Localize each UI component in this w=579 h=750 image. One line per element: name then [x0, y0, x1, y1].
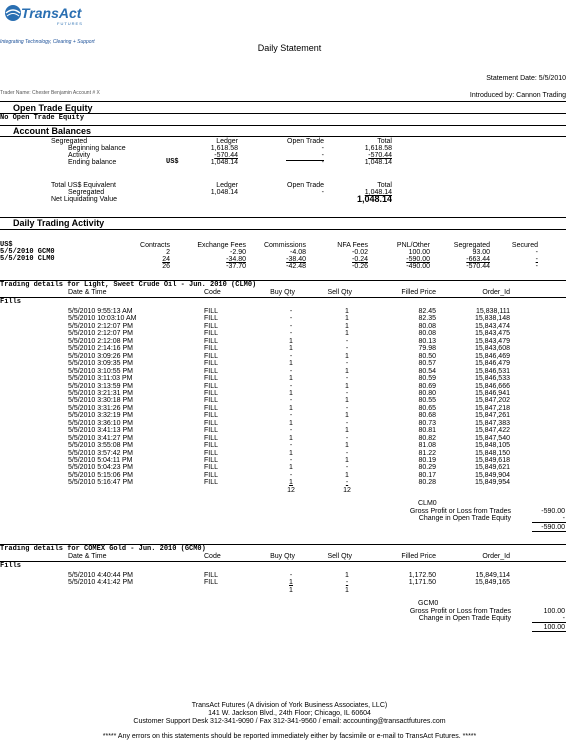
statement-date: Statement Date: 5/5/2010 — [486, 75, 566, 82]
fill-datetime: 5/5/2010 5:16:47 PM — [68, 479, 133, 487]
divider — [532, 631, 566, 632]
total-header: Total — [377, 138, 392, 145]
fill-code: FILL — [204, 345, 219, 353]
table-cell: 93.00 — [472, 249, 490, 256]
column-header: Segregated — [453, 242, 490, 249]
fill-datetime: 5/5/2010 3:09:26 PM — [68, 352, 133, 360]
balance-ledger: 1,048.14 — [210, 189, 238, 196]
fill-datetime: 5/5/2010 3:55:08 PM — [68, 442, 133, 450]
fill-order: 15,848,105 — [474, 442, 510, 450]
fill-code: FILL — [204, 412, 219, 420]
page-title: Daily Statement — [257, 43, 322, 53]
fill-order: 15,843,479 — [474, 337, 510, 345]
fill-order: 15,847,383 — [474, 419, 510, 427]
balance-open: - — [321, 189, 324, 196]
fill-sell: 1 — [345, 471, 349, 479]
fill-price: 80.65 — [418, 404, 436, 412]
fill-buy: - — [289, 367, 293, 375]
fill-buy: 1 — [289, 449, 293, 457]
daily-trading-heading: Daily Trading Activity — [13, 218, 105, 228]
account-line: Trader Name: Chester Benjamin Account # X — [0, 90, 100, 96]
fill-buy: 1 — [289, 579, 293, 587]
fill-code: FILL — [204, 367, 219, 375]
balance-total: 1,618.58 — [364, 145, 392, 152]
fill-price: 80.59 — [418, 375, 436, 383]
buy-qty-header: Buy Qty — [270, 553, 295, 560]
fill-price: 81.08 — [418, 442, 436, 450]
symbol-label: GCM0 — [418, 599, 439, 607]
fill-datetime: 5/5/2010 3:41:13 PM — [68, 427, 133, 435]
divider — [532, 622, 566, 623]
table-cell: -0.02 — [352, 249, 368, 256]
ledger-header: Ledger — [216, 182, 238, 189]
open-trade-heading: Open Trade Equity — [13, 103, 93, 113]
fill-price: 80.69 — [418, 382, 436, 390]
fill-code: FILL — [204, 442, 219, 450]
fill-order: 15,838,111 — [476, 308, 510, 315]
divider — [0, 297, 566, 298]
fill-price: 80.55 — [418, 397, 436, 405]
fill-datetime: 5/5/2010 3:57:42 PM — [68, 449, 133, 457]
total-header: Total — [377, 182, 392, 189]
table-cell: 26 — [162, 263, 170, 270]
fill-order: 15,838,148 — [474, 315, 510, 323]
footer-disclaimer: ***** Any errors on this statements should be reported immediately either by facsimile or e-mail to TransAct Futures. ***** — [102, 733, 477, 740]
total-buy: 1 — [289, 586, 293, 594]
fill-buy: 1 — [289, 337, 293, 345]
fills-label: Fills — [0, 298, 22, 306]
fill-price: 79.98 — [418, 345, 436, 353]
fill-sell: 1 — [345, 352, 349, 360]
fill-sell: - — [345, 419, 349, 427]
fill-sell: 1 — [345, 382, 349, 390]
globe-logo-icon — [4, 4, 22, 22]
fill-price: 80.68 — [418, 412, 436, 420]
segregated-label: Segregated — [51, 138, 88, 145]
fill-datetime: 5/5/2010 3:21:31 PM — [68, 389, 133, 397]
row-label: 5/5/2010 CLM0 — [0, 255, 55, 263]
balance-total: 1,048.14 — [364, 189, 392, 196]
fill-buy: 1 — [289, 375, 293, 383]
fill-price: 80.54 — [418, 367, 436, 375]
gross-value: 100.00 — [543, 607, 565, 615]
table-cell: -4.08 — [290, 249, 306, 256]
fill-buy: - — [289, 315, 293, 323]
fill-sell: - — [345, 389, 349, 397]
fill-order: 15,843,474 — [474, 322, 510, 330]
change-value: - — [562, 614, 565, 622]
sell-qty-header: Sell Qty — [327, 553, 352, 560]
fill-buy: - — [289, 572, 293, 579]
table-cell: -663.44 — [466, 256, 490, 263]
table-cell: - — [535, 263, 538, 270]
fill-order: 15,846,941 — [474, 389, 510, 397]
table-cell: - — [535, 256, 538, 263]
open-trade-header: Open Trade — [287, 182, 324, 189]
fill-code: FILL — [204, 315, 219, 323]
cl-heading: Trading details for Light, Sweet Crude Oil - Jun. 2010 (CLM0) — [0, 281, 257, 289]
fill-code: FILL — [204, 337, 219, 345]
balance-row-label: Ending balance — [68, 159, 117, 166]
fill-code: FILL — [204, 308, 219, 315]
fill-order: 15,849,904 — [474, 471, 510, 479]
fill-buy: - — [289, 322, 293, 330]
table-cell: - — [535, 249, 538, 256]
symbol-label: CLM0 — [418, 499, 437, 507]
fill-buy: - — [289, 442, 293, 450]
fill-buy: - — [289, 412, 293, 420]
filled-price-header: Filled Price — [401, 289, 436, 296]
table-cell: -38.40 — [286, 256, 306, 263]
table-cell: -570.44 — [466, 263, 490, 270]
currency-label: US$ — [0, 241, 13, 249]
segregated-label: Segregated — [68, 189, 105, 196]
fill-order: 15,847,422 — [474, 427, 510, 435]
fill-buy: - — [289, 352, 293, 360]
account-balances-heading: Account Balances — [13, 126, 92, 136]
table-cell: -2.90 — [230, 249, 246, 256]
table-cell: 24 — [162, 256, 170, 263]
logo-sub: FUTURES — [57, 21, 83, 26]
fill-code: FILL — [204, 427, 219, 435]
balance-ledger: 1,618.58 — [210, 145, 238, 152]
buy-qty-header: Buy Qty — [270, 289, 295, 296]
date-time-header: Date & Time — [68, 553, 107, 560]
table-cell: -590.00 — [406, 256, 430, 263]
fill-buy: - — [289, 457, 293, 464]
fill-code: FILL — [204, 572, 219, 579]
logo-tagline: Integrating Technology, Clearing + Support — [0, 39, 95, 45]
order-id-header: Order_Id — [482, 553, 510, 560]
table-cell: -37.70 — [226, 263, 246, 270]
transact-logo — [0, 0, 96, 46]
fill-code: FILL — [204, 389, 219, 397]
net-liq-value: 1,048.14 — [356, 194, 392, 204]
fill-price: 80.50 — [418, 352, 436, 360]
fill-buy: 1 — [289, 434, 293, 442]
balance-open: - — [321, 145, 324, 152]
fill-datetime: 5/5/2010 2:12:08 PM — [68, 337, 133, 345]
balance-ledger: -570.44 — [214, 152, 238, 159]
fill-order: 15,847,218 — [474, 404, 510, 412]
fill-datetime: 5/5/2010 5:04:11 PM — [68, 457, 133, 464]
fill-order: 15,843,608 — [474, 345, 510, 353]
fill-price: 80.80 — [418, 389, 436, 397]
fill-datetime: 5/5/2010 3:41:27 PM — [68, 434, 133, 442]
fill-datetime: 5/5/2010 3:36:10 PM — [68, 419, 133, 427]
fill-sell: - — [345, 404, 349, 412]
fill-price: 80.17 — [418, 471, 436, 479]
fill-datetime: 5/5/2010 3:31:26 PM — [68, 404, 133, 412]
total-equiv-label: Total US$ Equivalent — [51, 182, 116, 189]
fill-sell: 1 — [345, 412, 349, 420]
table-cell: 2 — [166, 249, 170, 256]
date-time-header: Date & Time — [68, 289, 107, 296]
footer-line: TransAct Futures (A division of York Business Associates, LLC) — [191, 702, 388, 709]
fill-price: 82.35 — [418, 315, 436, 323]
fill-order: 15,847,540 — [474, 434, 510, 442]
fill-order: 15,846,531 — [474, 367, 510, 375]
fill-sell: 1 — [345, 442, 349, 450]
footer-line: Customer Support Desk 312-341-9090 / Fax 312-341-9560 / email: accounting@transactfutures.com — [133, 718, 446, 725]
table-cell: -42.48 — [286, 263, 306, 270]
fill-sell: - — [345, 360, 349, 368]
fill-datetime: 5/5/2010 5:15:06 PM — [68, 471, 133, 479]
fill-sell: 1 — [345, 572, 349, 579]
fill-code: FILL — [204, 449, 219, 457]
fill-price: 80.28 — [418, 479, 436, 487]
fill-order: 15,847,202 — [474, 397, 510, 405]
footer-line: 141 W. Jackson Blvd., 24th Floor; Chicago, IL 60604 — [208, 710, 371, 717]
fill-order: 15,849,618 — [474, 457, 510, 464]
fill-datetime: 5/5/2010 10:03:10 AM — [68, 315, 137, 323]
fill-code: FILL — [204, 464, 219, 472]
fills-label: Fills — [0, 562, 22, 570]
fill-datetime: 5/5/2010 3:13:59 PM — [68, 382, 133, 390]
net-value: 100.00 — [543, 623, 565, 631]
change-label: Change in Open Trade Equity — [418, 614, 511, 622]
change-label: Change in Open Trade Equity — [418, 514, 511, 522]
fill-price: 1,171.50 — [408, 579, 436, 587]
fill-sell: 1 — [345, 397, 349, 405]
net-value: -590.00 — [541, 523, 565, 531]
balance-ledger: 1,048.14 — [210, 159, 238, 166]
fill-sell: - — [345, 479, 349, 487]
fill-order: 15,846,533 — [474, 375, 510, 383]
gross-label: Gross Profit or Loss from Trades — [409, 607, 511, 615]
fill-code: FILL — [204, 352, 219, 360]
fill-sell: 1 — [345, 367, 349, 375]
table-cell: -0.26 — [352, 263, 368, 270]
fill-code: FILL — [204, 457, 219, 464]
fill-order: 15,849,114 — [475, 572, 510, 579]
divider — [0, 136, 566, 137]
fill-datetime: 5/5/2010 3:11:03 PM — [68, 375, 133, 383]
fill-buy: - — [289, 382, 293, 390]
no-open-trade-text: No Open Trade Equity — [0, 114, 85, 122]
fill-datetime: 5/5/2010 4:40:44 PM — [68, 572, 133, 579]
fill-order: 15,849,954 — [474, 479, 510, 487]
fill-order: 15,843,475 — [474, 330, 510, 338]
code-header: Code — [204, 289, 221, 296]
fill-sell: 1 — [345, 427, 349, 435]
fill-sell: - — [345, 375, 349, 383]
filled-price-header: Filled Price — [401, 553, 436, 560]
fill-sell: 1 — [345, 322, 349, 330]
fill-buy: 1 — [289, 464, 293, 472]
gross-label: Gross Profit or Loss from Trades — [409, 507, 511, 515]
fill-price: 82.45 — [418, 308, 436, 315]
fill-datetime: 5/5/2010 2:14:16 PM — [68, 345, 133, 353]
fill-buy: 1 — [289, 479, 293, 487]
divider — [0, 113, 566, 114]
currency-label: US$ — [166, 158, 179, 166]
fill-sell: - — [345, 464, 349, 472]
table-cell: -0.24 — [352, 256, 368, 263]
total-buy: 12 — [287, 486, 295, 494]
fill-datetime: 5/5/2010 2:12:07 PM — [68, 322, 133, 330]
total-sell: 12 — [343, 486, 351, 494]
fill-buy: - — [289, 308, 293, 315]
fill-price: 80.29 — [418, 464, 436, 472]
divider — [0, 101, 566, 102]
fill-sell: - — [345, 337, 349, 345]
gc-heading: Trading details for COMEX Gold - Jun. 2010 (GCM0) — [0, 545, 206, 553]
open-trade-header: Open Trade — [287, 138, 324, 145]
fill-price: 80.57 — [418, 360, 436, 368]
order-id-header: Order_Id — [482, 289, 510, 296]
fill-price: 1,172.50 — [408, 572, 436, 579]
fill-buy: 1 — [289, 404, 293, 412]
fill-buy: - — [289, 471, 293, 479]
fill-sell: 1 — [345, 457, 349, 464]
fill-sell: 1 — [345, 308, 349, 315]
fill-code: FILL — [204, 579, 219, 587]
gross-value: -590.00 — [541, 507, 565, 515]
balance-open: - — [321, 159, 324, 166]
fill-datetime: 5/5/2010 5:04:23 PM — [68, 464, 133, 472]
fill-code: FILL — [204, 322, 219, 330]
fill-price: 80.08 — [418, 330, 436, 338]
balance-row-label: Beginning balance — [68, 145, 126, 152]
balance-row-label: Activity — [68, 152, 91, 159]
divider — [532, 522, 566, 523]
fill-order: 15,846,666 — [474, 382, 510, 390]
fill-code: FILL — [204, 404, 219, 412]
fill-sell: 1 — [345, 330, 349, 338]
balance-total: -570.44 — [368, 152, 392, 159]
fill-sell: - — [345, 579, 349, 587]
fill-code: FILL — [204, 434, 219, 442]
divider — [532, 531, 566, 532]
table-cell: -490.00 — [406, 263, 430, 270]
fill-sell: - — [345, 449, 349, 457]
column-header: Secured — [511, 242, 538, 249]
fill-sell: 1 — [345, 315, 349, 323]
fill-datetime: 5/5/2010 3:32:19 PM — [68, 412, 133, 420]
fill-code: FILL — [204, 360, 219, 368]
fill-order: 15,849,165 — [474, 579, 510, 587]
sell-qty-header: Sell Qty — [327, 289, 352, 296]
fill-code: FILL — [204, 375, 219, 383]
fill-buy: 1 — [289, 360, 293, 368]
fill-price: 80.08 — [418, 322, 436, 330]
fill-order: 15,847,261 — [474, 412, 510, 420]
divider — [0, 229, 566, 230]
row-label: 5/5/2010 GCM0 — [0, 248, 55, 256]
fill-price: 80.82 — [418, 434, 436, 442]
fill-datetime: 5/5/2010 3:09:35 PM — [68, 360, 133, 368]
column-header: Exchange Fees — [197, 242, 246, 249]
table-cell: 100.00 — [408, 249, 430, 256]
introduced-by: Introduced by: Cannon Trading — [469, 92, 566, 99]
fill-order: 15,846,479 — [474, 360, 510, 368]
fill-buy: 1 — [289, 419, 293, 427]
fill-datetime: 5/5/2010 4:41:42 PM — [68, 579, 133, 587]
fill-code: FILL — [204, 419, 219, 427]
fill-buy: - — [289, 330, 293, 338]
fill-buy: - — [289, 427, 293, 435]
fill-code: FILL — [204, 397, 219, 405]
fill-order: 15,849,621 — [474, 464, 510, 472]
table-cell: -34.80 — [226, 256, 246, 263]
fill-datetime: 5/5/2010 3:10:55 PM — [68, 367, 133, 375]
fill-code: FILL — [204, 382, 219, 390]
balance-total: 1,048.14 — [364, 159, 392, 166]
balance-open: - — [321, 152, 324, 159]
fill-price: 80.13 — [418, 337, 436, 345]
change-value: - — [562, 514, 565, 522]
fill-datetime: 5/5/2010 3:30:18 PM — [68, 397, 133, 405]
fill-buy: 1 — [289, 345, 293, 353]
code-header: Code — [204, 553, 221, 560]
fill-buy: - — [289, 397, 293, 405]
fill-datetime: 5/5/2010 2:12:07 PM — [68, 330, 133, 338]
fill-datetime: 5/5/2010 9:55:13 AM — [68, 308, 133, 315]
fill-order: 15,848,150 — [474, 449, 510, 457]
column-header: PNL/Other — [396, 242, 430, 249]
fill-price: 80.81 — [418, 427, 436, 435]
fill-buy: 1 — [289, 389, 293, 397]
total-sell: 1 — [345, 586, 349, 594]
fill-price: 81.22 — [418, 449, 436, 457]
logo-wordmark: TransAct — [21, 5, 82, 21]
fill-sell: - — [345, 345, 349, 353]
net-liq-label: Net Liquidating Value — [51, 196, 118, 203]
column-header: Commissions — [263, 242, 306, 249]
fill-code: FILL — [204, 330, 219, 338]
divider — [0, 561, 566, 562]
fill-code: FILL — [204, 479, 219, 487]
fill-sell: - — [345, 434, 349, 442]
fill-code: FILL — [204, 471, 219, 479]
ledger-header: Ledger — [216, 138, 238, 145]
column-header: NFA Fees — [337, 242, 368, 249]
column-header: Contracts — [140, 242, 170, 249]
fill-price: 80.19 — [418, 457, 436, 464]
fill-price: 80.73 — [418, 419, 436, 427]
fill-order: 15,846,469 — [474, 352, 510, 360]
